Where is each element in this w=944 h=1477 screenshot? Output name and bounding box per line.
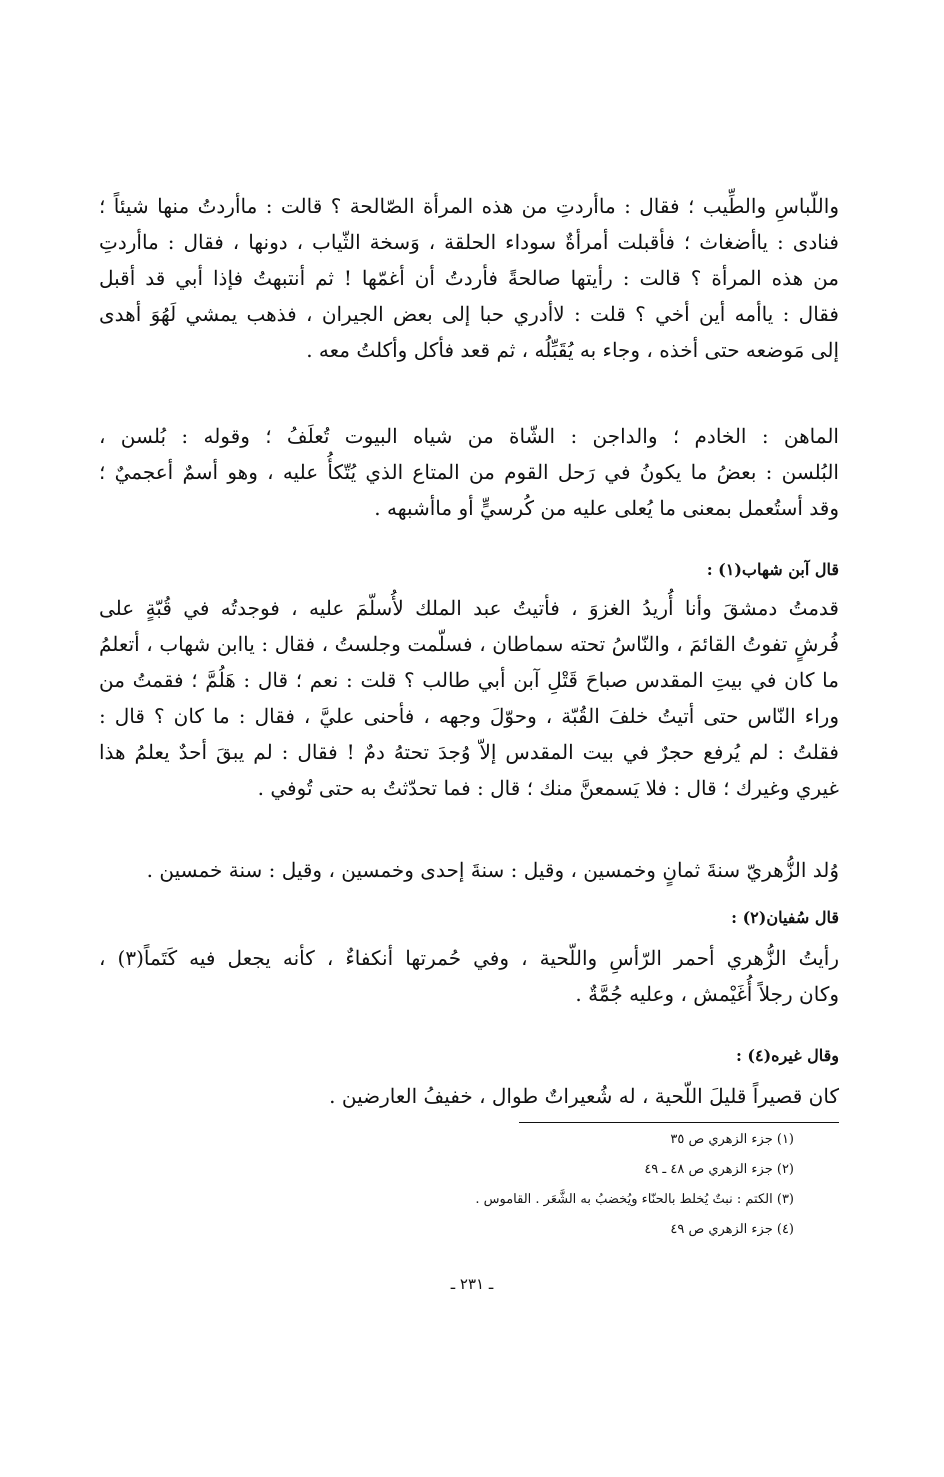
paragraph-3	[99, 590, 839, 806]
paragraph-5	[99, 940, 839, 1012]
paragraph-1	[99, 188, 839, 368]
text-line: فنادى : ياأضغاث ؛ فأقبلت أمرأةٌ سوداء الحلقة ، وَسخة الثّياب ، دونها ، فقال : ماأردتِ	[99, 230, 839, 254]
text-line: كان قصيراً قليلَ اللّحية ، له شُعيراتٌ طوال ، خفيفُ العارضين .	[329, 1084, 839, 1108]
paragraph-6	[99, 1078, 839, 1114]
text-line: فقال : ياأمه أين أخي ؟ قلت : لاأدري حبا إلى بعض الجيران ، فذهب يمشي لَهُوَ أهدى	[99, 302, 839, 326]
text-line: واللّباسِ والطِّيب ؛ فقال : ماأردتِ من هذه المرأة الصّالحة ؟ قالت : ماأردتُ منها شيئاً ؛	[99, 194, 839, 218]
text-line: وراء النّاس حتى أتيتُ خلفَ القُبّة ، وحوّلَ وجهه ، فأحنى عليَّ ، فقال : ما كان ؟ قال :	[99, 704, 839, 728]
page-number: ـ ٢٣١ ـ	[450, 1275, 494, 1293]
section-heading-ibn-shihab: قال آبن شهاب(١) :	[706, 560, 839, 579]
footnote-4: (٤) جزء الزهري ص ٤٩	[670, 1222, 794, 1237]
text-line: وُلد الزُّهريّ سنةَ ثمانٍ وخمسين ، وقيل : سنةَ إحدى وخمسين ، وقيل : سنة خمسين .	[146, 858, 839, 882]
text-line: ما كان في بيتِ المقدس صباحَ قَتْلِ آبن أبي طالب ؟ قلت : نعم ؛ قال : هَلُمَّ ؛ فقمتُ من	[99, 668, 839, 692]
text-line: الماهن : الخادم ؛ والداجن : الشّاة من شياه البيوت تُعلَفُ ؛ وقوله : بُلسن ،	[99, 424, 839, 448]
text-line: وقد أستُعمل بمعنى ما يُعلى عليه من كُرسيٍّ أو ماأشبهه .	[374, 496, 839, 520]
footnote-1: (١) جزء الزهري ص ٣٥	[670, 1132, 794, 1147]
paragraph-4	[99, 852, 839, 888]
text-line: غيري وغيرك ؛ قال : فلا يَسمعنَّ منك ؛ قال : فما تحدّثتُ به حتى تُوفي .	[257, 776, 839, 800]
text-line: إلى مَوضعه حتى أخذه ، وجاء به يُقَبِّلُه ، ثم قعد فأكل وأكلتُ معه .	[306, 338, 839, 362]
footnote-2: (٢) جزء الزهري ص ٤٨ ـ ٤٩	[644, 1162, 794, 1177]
text-line: قدمتُ دمشقَ وأنا أُريدُ الغزوَ ، فأتيتُ عبد الملك لأُسلّمَ عليه ، فوجدتُه في قُبّةٍ على	[99, 596, 839, 620]
text-line: رأيتُ الزُّهري أحمر الرّأسِ واللّحية ، وفي حُمرتها أنكفاءٌ ، كأنه يجعل فيه كَتَماً(٣) ،	[99, 946, 839, 970]
footnotes	[194, 1125, 794, 1245]
footnote-3: (٣) الكتم : نبتٌ يُخلط بالحنّاء ويُخضبُ به الشَّعَر . القاموس .	[475, 1192, 794, 1207]
text-line: من هذه المرأة ؟ قالت : رأيتها صالحةً فأردتُ أن أغمّها ! ثم أنتبهتُ فإذا أبي قد أقبل	[99, 266, 839, 290]
text-line: فقلتُ : لم يُرفع حجرٌ في بيت المقدس إلاّ وُجدَ تحتهُ دمٌ ! فقال : لم يبقَ أحدٌ يعلمُ هذا	[99, 740, 839, 764]
text-line: فُرشٍ تفوتُ القائمَ ، والنّاسُ تحته سماطان ، فسلّمت وجلستُ ، فقال : ياابن شهاب ، أتعلمُ	[99, 632, 839, 656]
section-heading-others: وقال غيره(٤) :	[735, 1046, 839, 1065]
footnote-divider	[519, 1122, 839, 1123]
text-line: البُلسن : بعضُ ما يكونُ في رَحل القوم من المتاع الذي يُتّكأُ عليه ، وهو أسمٌ أعجميٌ ؛	[99, 460, 839, 484]
section-heading-sufyan: قال سُفيان(٢) :	[731, 908, 839, 927]
text-line: وكان رجلاً أُغَيْمش ، وعليه جُمَّةٌ .	[575, 982, 839, 1006]
paragraph-2	[99, 418, 839, 526]
